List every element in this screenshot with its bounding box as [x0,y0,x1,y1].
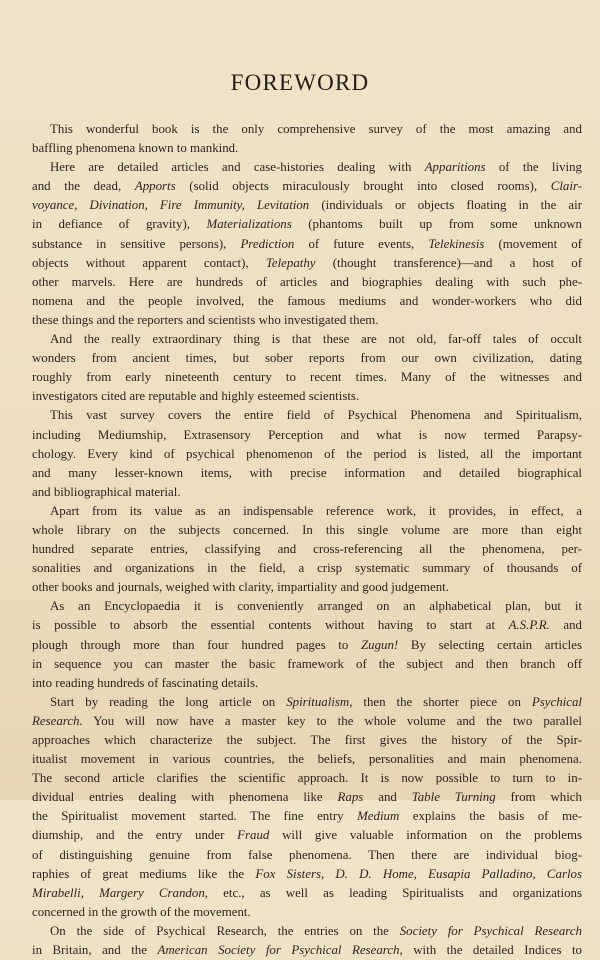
text-line [32,292,582,311]
text-run: dividual entries dealing with phenomena like [32,790,338,805]
text-run: chology. Every kind of psychical phenomenon of the period is listed, all the important [32,446,582,461]
text-run: objects without apparent contact), [32,255,266,270]
text-line [32,865,582,884]
text-run: in sequence you can master the basic framework of the subject and then branch off [32,656,582,671]
text-line [32,177,582,196]
text-run: hundred separate entries, classifying and cross-referencing all the phenomena, per- [32,542,582,557]
italic-term: Apports [134,179,176,194]
text-run: , etc., as well as leading Spiritualists and organizations [204,885,582,900]
text-line [32,139,582,158]
text-run: and [549,618,582,633]
text-run: explains the basis of me- [399,809,583,824]
italic-term: Fox Sisters, D. D. Home, Eusapia Palladino, Carlos [255,866,582,881]
text-run: baffling phenomena known to mankind. [32,141,239,156]
text-run: sonalities and organizations in the field, a crisp systematic summary of thousands of [32,561,582,576]
italic-term: Materializations [206,217,292,232]
text-line [32,807,582,826]
text-run: itualist movement in various countries, the beliefs, personalities and main phenomena. [32,752,582,767]
text-run: of distinguishing genuine from false phenomena. Then there are individual biog- [32,847,582,862]
text-line [32,616,582,635]
text-run: substance in sensitive persons), [32,236,241,251]
italic-term: Fraud [237,828,270,843]
text-line [32,597,582,616]
italic-term: American Society for Psychical Research [157,943,400,958]
text-line [32,120,582,139]
text-run: roughly from early nineteenth century to recent times. Many of the witnesses and [32,370,582,385]
text-run: in Britain, and the [32,943,158,958]
text-run: the Spiritualist movement started. The fine entry [32,809,358,824]
italic-term: Zugun! [360,637,399,652]
text-line [32,693,582,712]
text-line [32,731,582,750]
text-line [32,273,582,292]
text-line [32,406,582,425]
italic-term: Clair- [550,179,582,194]
text-line [32,196,582,215]
text-line [32,483,582,502]
italic-term: Spiritualism [286,694,350,709]
text-run: into reading hundreds of fascinating details. [32,675,259,690]
text-line [32,655,582,674]
text-line [32,826,582,845]
text-run: , then the shorter piece on [349,694,532,709]
text-run: other marvels. Here are hundreds of articles and biographies dealing with such phe- [32,274,582,289]
text-run: from which [495,790,582,805]
italic-term: Medium [357,809,400,824]
text-run: and the dead, [32,179,135,194]
text-run: diumship, and the entry under [32,828,238,843]
text-line [32,254,582,273]
text-line [32,445,582,464]
italic-term: Prediction [240,236,295,251]
page-heading: FOREWORD [230,70,370,95]
text-run: Apart from its value as an indispensable reference work, it provides, in effect, a [50,503,582,518]
text-line [32,750,582,769]
italic-term: Table Turning [411,790,496,805]
text-run: plough through more than four hundred pages to [32,637,361,652]
text-line [32,540,582,559]
text-line [32,712,582,731]
text-run: Start by reading the long article on [50,694,287,709]
text-run: By selecting certain articles [398,637,582,652]
text-line [32,941,582,960]
text-run: and many lesser-known items, with precise information and detailed biographical [32,465,582,480]
text-line [32,330,582,349]
text-line [32,922,582,941]
text-run: of future events, [294,236,429,251]
text-line [32,464,582,483]
text-run: and [363,790,412,805]
text-run: wonders from ancient times, but sober reports from our own civilization, dating [32,351,582,366]
text-run: will give valuable information on the problems [269,828,582,843]
italic-term: Mirabelli, Margery Crandon [32,885,205,900]
text-line [32,521,582,540]
text-run: including Mediumship, Extrasensory Perception and what is now termed Parapsy- [32,427,582,442]
text-line [32,578,582,597]
text-run: On the side of Psychical Research, the entries on the [50,923,400,938]
text-run: of the living [485,160,582,175]
text-line [32,215,582,234]
text-line [32,769,582,788]
text-run: This wonderful book is the only comprehensive survey of the most amazing and [50,122,582,136]
text-line [32,846,582,865]
text-run: As an Encyclopaedia it is conveniently arranged on an alphabetical plan, but it [50,599,582,614]
text-line [32,788,582,807]
text-line [32,368,582,387]
text-line [32,502,582,521]
text-line [32,903,582,922]
text-run: (thought transference)—and a host of [315,255,583,270]
text-run: whole library on the subjects concerned. In this single volume are more than eight [32,522,582,537]
text-run: And the really extraordinary thing is that these are not old, far-off tales of occult [50,332,582,347]
text-run: (solid objects miraculously brought into closed rooms), [175,179,551,194]
text-run: and bibliographical material. [32,484,181,499]
italic-term: Raps [337,790,364,805]
text-run: nomena and the people involved, the famous mediums and wonder-workers who did [32,293,582,308]
text-run: approaches which characterize the subject. The first gives the history of the Spir- [32,733,582,747]
text-run: raphies of great mediums like the [32,866,256,881]
foreword-body [32,120,582,960]
text-run: The second article clarifies the scientific approach. It is now possible to turn to in- [32,771,582,786]
text-run: (individuals or objects floating in the air [309,198,582,213]
text-run: , with the detailed Indices to [399,943,583,958]
italic-term: Telekinesis [428,236,485,251]
italic-term: Research. [32,713,83,728]
text-line [32,636,582,655]
text-run: concerned in the growth of the movement. [32,904,251,919]
text-line [32,349,582,368]
italic-term: Society for Psychical Research [399,923,582,938]
italic-term: Psychical [531,694,582,709]
text-run: investigators cited are reputable and highly esteemed scientists. [32,389,360,404]
italic-term: A.S.P.R. [508,618,550,633]
text-line [32,426,582,445]
text-run: This vast survey covers the entire field of Psychical Phenomena and Spiritualism, [50,408,582,423]
text-line [32,387,582,406]
text-line [32,158,582,177]
italic-term: Apparitions [424,160,486,175]
text-run: these things and the reporters and scientists who investigated them. [32,312,379,327]
italic-term: Telepathy [265,255,316,270]
text-line [32,674,582,693]
text-run: other books and journals, weighed with clarity, impartiality and good judgement. [32,580,449,595]
text-line [32,884,582,903]
text-line [32,235,582,254]
text-run: (phantoms built up from some unknown [291,217,582,232]
text-run: Here are detailed articles and case-histories dealing with [50,160,425,175]
text-line [32,311,582,330]
text-line [32,559,582,578]
italic-term: voyance, Divination, Fire Immunity, Levitation [32,198,310,213]
text-run: in defiance of gravity), [32,217,207,232]
text-run: (movement of [484,236,583,251]
text-run: is possible to absorb the essential contents without having to start at [32,618,509,633]
text-run: You will now have a master key to the whole volume and the two parallel [82,713,582,728]
